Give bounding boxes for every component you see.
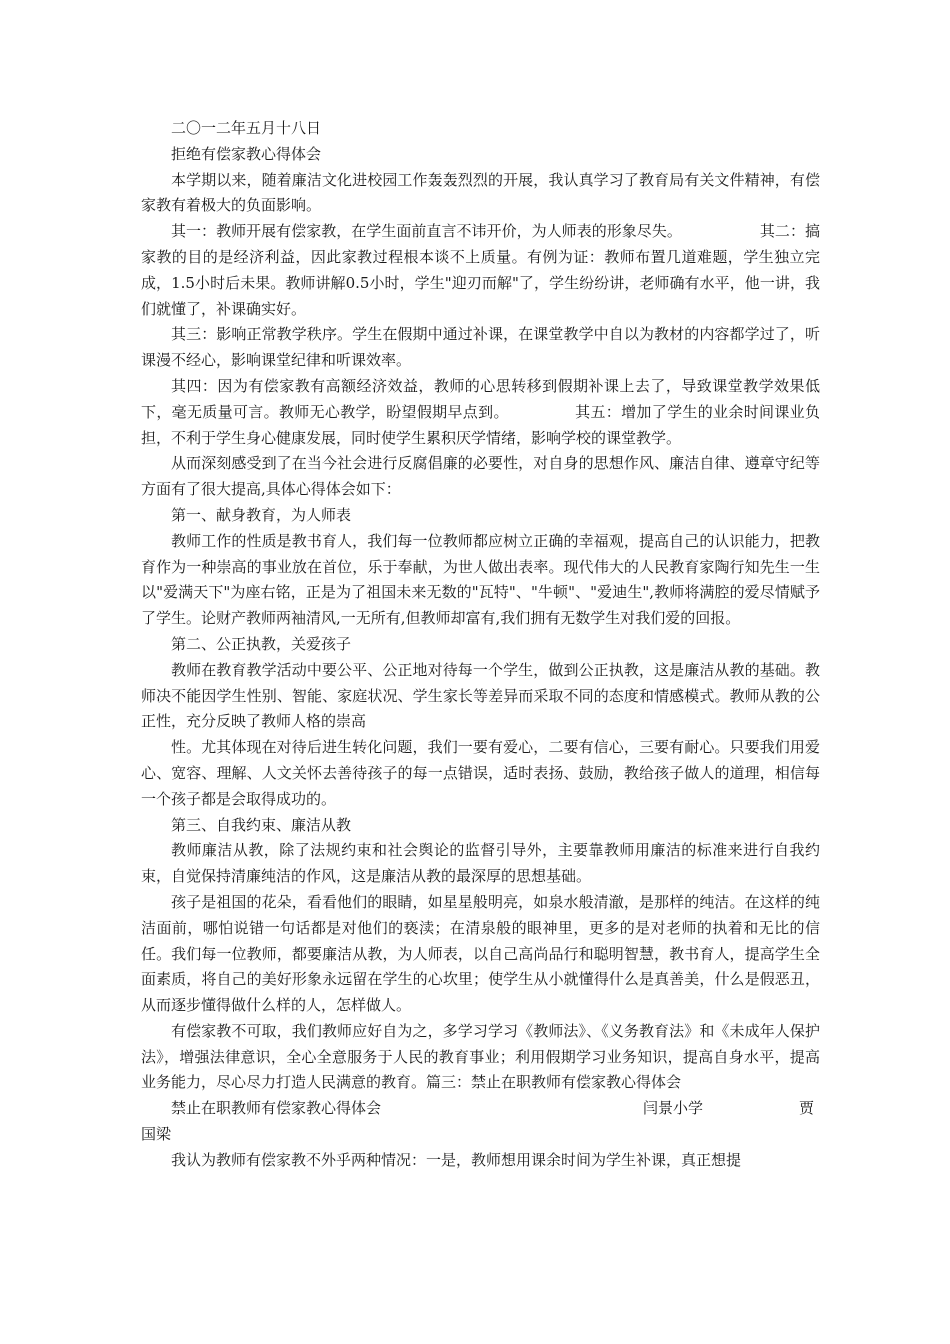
signature-line (141, 1096, 820, 1122)
paragraph-last: 我认为教师有偿家教不外乎两种情况：一是，教师想用课余时间为学生补课，真正想提 (171, 1150, 742, 1169)
signature-title: 禁止在职教师有偿家教心得体会 (171, 1099, 382, 1118)
signature-name-part1: 贾 (799, 1099, 815, 1118)
paragraph-conclusion: 有偿家教不可取，我们教师应好自为之，多学习学习《教师法》、《义务教育法》和《未成年人保护法》，增强法律意识，全心全意服务于人民的教育事业；利用假期学习业务知识，提高自身水平，提高业务能力，尽心尽力打造人民满意的教育。篇三：禁止在职教师有偿家教心得体会 (141, 1021, 820, 1092)
signature-name-part2: 国梁 (141, 1125, 172, 1144)
point-one: 其一：教师开展有偿家教，在学生面前直言不讳开价，为人师表的形象尽失。 (171, 222, 682, 241)
document-date: 二〇一二年五月十八日 (171, 119, 322, 137)
paragraph-points-4-5 (141, 374, 820, 451)
paragraph-intro: 本学期以来，随着廉洁文化进校园工作轰轰烈烈的开展，我认真学习了教育局有关文件精神，有偿家教有着极大的负面影响。 (141, 170, 820, 215)
section-heading-1: 第一、献身教育，为人师表 (171, 505, 352, 524)
section-body-3a: 教师廉洁从教，除了法规约束和社会舆论的监督引导外，主要靠教师用廉洁的标准来进行自我约束，自觉保持清廉纯洁的作风，这是廉洁从教的最深厚的思想基础。 (141, 841, 820, 886)
point-five: 其五：增加了学生的业余时间课业负担，不利于学生身心健康发展，同时使学生累积厌学情绪，影响学校的课堂教学。 (141, 402, 820, 447)
section-heading-2: 第二、公正执教，关爱孩子 (171, 634, 352, 653)
section-body-1: 教师工作的性质是教书育人，我们每一位教师都应树立正确的幸福观，提高自己的认识能力，把教育作为一种崇高的事业放在首位，乐于奉献，为世人做出表率。现代伟大的人民教育家陶行知先生一生以"爱满天下"为座右铭，正是为了祖国未来无数的"瓦特"、"牛顿"、"爱迪生",教师将满腔的爱尽情赋予了学生。论财产教师两袖清风,一无所有,但教师却富有,我们拥有无数学生对我们爱的回报。 (141, 531, 820, 628)
paragraph-point-three: 其三：影响正常教学秩序。学生在假期中通过补课，在课堂教学中自以为教材的内容都学过了，听课漫不经心，影响课堂纪律和听课效率。 (141, 325, 820, 370)
document-title: 拒绝有偿家教心得体会 (171, 144, 322, 163)
section-heading-3: 第三、自我约束、廉洁从教 (171, 815, 352, 834)
signature-school: 闫景小学 (643, 1099, 704, 1118)
section-body-2a: 教师在教育教学活动中要公平、公正地对待每一个学生，做到公正执教，这是廉洁从教的基础。教师决不能因学生性别、智能、家庭状况、学生家长等差异而采取不同的态度和情感模式。教师从教的公正性，充分反映了教师人格的崇高 (141, 660, 820, 731)
section-body-2b: 性。尤其体现在对待后进生转化问题，我们一要有爱心，二要有信心，三要有耐心。只要我们用爱心、宽容、理解、人文关怀去善待孩子的每一点错误，适时表扬、鼓励，教给孩子做人的道理，相信每一个孩子都是会取得成功的。 (141, 738, 820, 808)
paragraph-points-1-2 (141, 219, 820, 322)
section-body-3b: 孩子是祖国的花朵，看看他们的眼睛，如星星般明亮，如泉水般清澈，是那样的纯洁。在这样的纯洁面前，哪怕说错一句话都是对他们的亵渎；在清泉般的眼神里，更多的是对老师的执着和无比的信任。我们每一位教师，都要廉洁从教，为人师表，以自己高尚品行和聪明智慧，教书育人，提高学生全面素质，将自己的美好形象永远留在学生的心坎里；使学生从小就懂得什么是真善美，什么是假恶丑，从而逐步懂得做什么样的人，怎样做人。 (141, 892, 820, 1015)
point-four: 其四：因为有偿家教有高额经济效益，教师的心思转移到假期补课上去了，导致课堂教学效果低下，毫无质量可言。教师无心教学，盼望假期早点到。 (141, 376, 820, 421)
point-two: 其二：搞家教的目的是经济利益，因此家教过程根本谈不上质量。有例为证：教师布置几道难题，学生独立完成，1.5小时后未果。教师讲解0.5小时，学生"迎刃而解"了，学生纷纷讲，老师确有水平，他一讲，我们就懂了，补课确实好。 (141, 222, 820, 318)
paragraph-reflection: 从而深刻感受到了在当今社会进行反腐倡廉的必要性，对自身的思想作风、廉洁自律、遵章守纪等方面有了很大提高,具体心得体会如下： (141, 454, 820, 499)
